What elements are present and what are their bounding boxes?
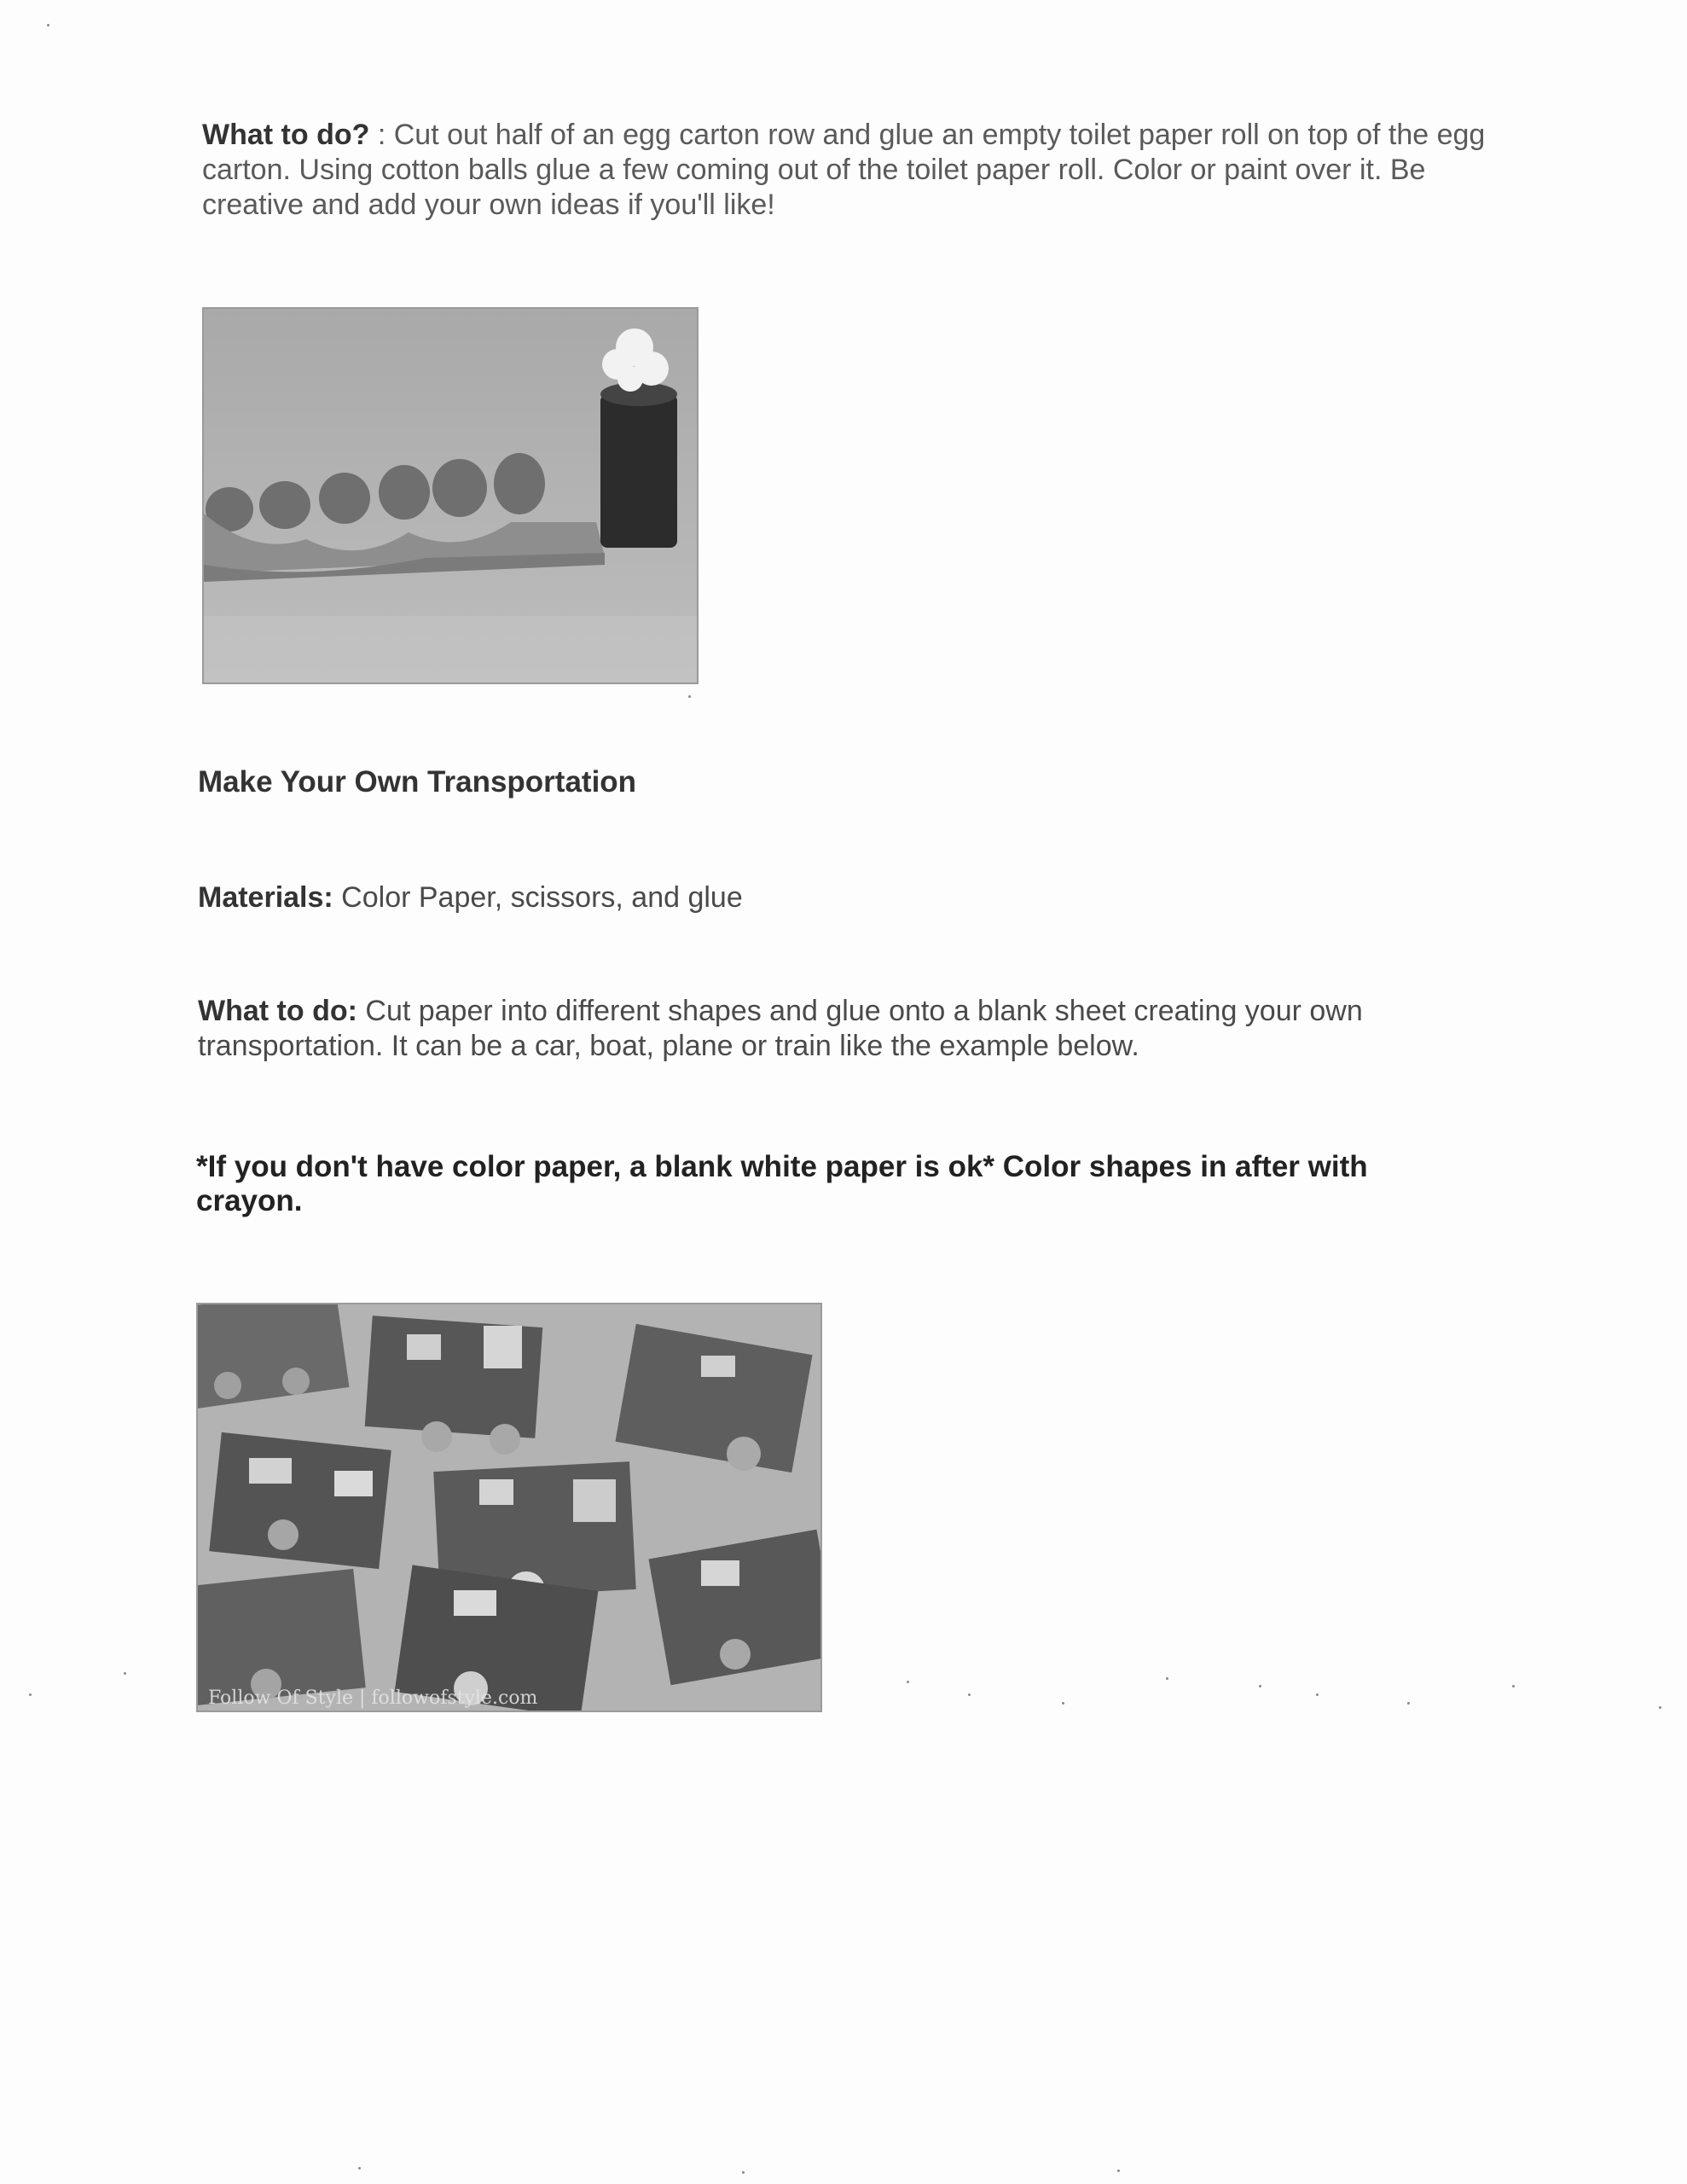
scan-speck [1512,1685,1515,1687]
scan-speck [47,24,49,26]
what-to-do-text-2: Cut paper into different shapes and glue onto a blank sheet creating your own transportation. It can be a car, boat, plane or train like the example below. [198,995,1363,1062]
materials-line [198,880,743,915]
scan-speck [1659,1706,1661,1709]
egg-carton-train-photo [202,307,699,684]
photo-watermark: Follow Of Style | followofstyle.com [208,1687,538,1709]
scan-speck [1117,2169,1120,2172]
materials-text: Color Paper, scissors, and glue [333,881,743,914]
scan-speck [124,1672,126,1675]
scan-speck [358,2167,361,2169]
scan-speck [1062,1702,1064,1705]
scan-speck [1316,1693,1319,1696]
scan-speck [1166,1677,1168,1680]
egg-carton-train-image [204,309,697,682]
scan-speck [688,695,691,698]
materials-label: Materials: [198,881,333,914]
paper-shape-trains-photo [196,1303,822,1712]
scan-speck [1259,1685,1261,1687]
scan-speck [29,1693,32,1696]
what-to-do-text: : Cut out half of an egg carton row and glue an empty toilet paper roll on top of the egg carton. Using cotton balls glue a few coming out of the toilet paper roll. Color or paint over it. Be creative and add your own ideas if you'll like! [202,119,1486,221]
scan-speck [968,1693,971,1696]
egg-carton-instructions [202,118,1499,223]
color-paper-note: *If you don't have color paper, a blank white paper is ok* Color shapes in after with crayon. [196,1150,1368,1217]
scan-speck [907,1681,909,1683]
what-to-do-label: What to do? [202,119,370,151]
scan-speck [1407,1702,1410,1705]
scan-speck [742,2171,745,2174]
transportation-title: Make Your Own Transportation [198,765,637,799]
transportation-instructions [198,994,1460,1064]
what-to-do-label-2: What to do: [198,995,357,1027]
paper-shape-trains-image [198,1304,820,1711]
